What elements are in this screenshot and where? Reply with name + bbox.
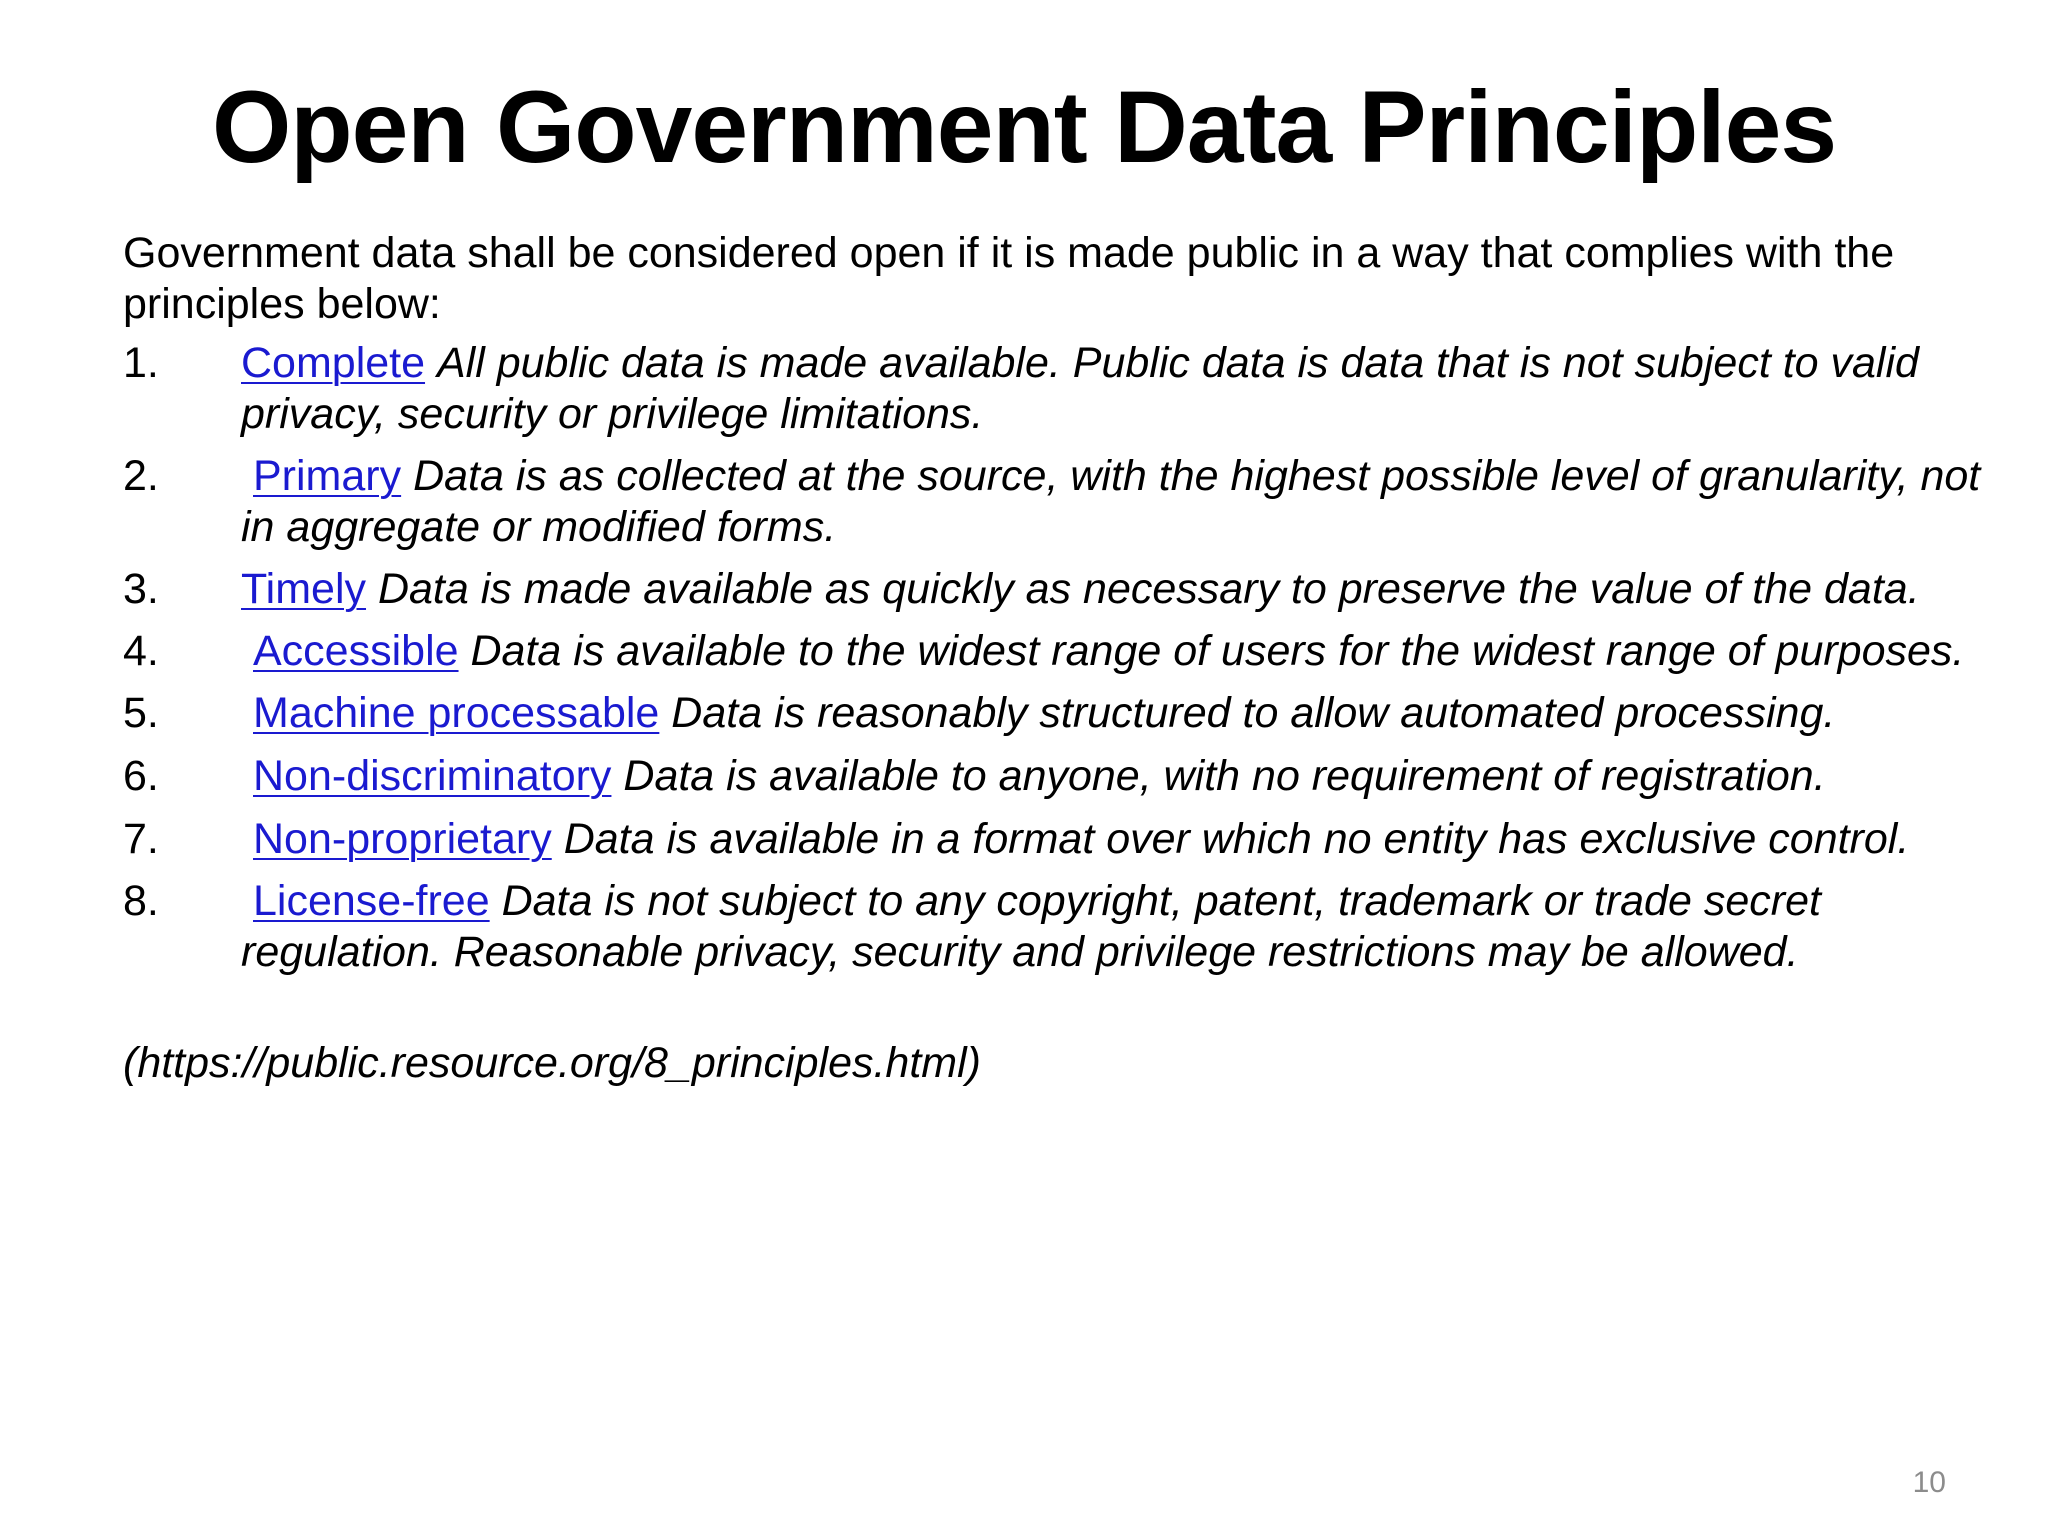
slide-content <box>123 228 2013 1089</box>
principles-list <box>123 338 2013 978</box>
list-item <box>123 688 2013 739</box>
item-number: 1. <box>123 339 159 387</box>
list-item <box>123 814 2013 865</box>
item-number: 3. <box>123 565 159 613</box>
item-number: 6. <box>123 752 159 800</box>
item-number: 5. <box>123 689 159 737</box>
principle-description: Data is reasonably structured to allow automated processing. <box>671 689 1836 737</box>
list-item <box>123 626 2013 677</box>
item-number: 8. <box>123 877 159 925</box>
principle-description: All public data is made available. Public data is data that is not subject to valid privacy, security or privilege limitations. <box>241 339 1919 438</box>
principle-description: Data is available in a format over which no entity has exclusive control. <box>563 815 1910 863</box>
list-item <box>123 876 2013 978</box>
list-item <box>123 751 2013 802</box>
source-citation: (https://public.resource.org/8_principles.html) <box>123 1039 981 1087</box>
principle-description: Data is as collected at the source, with the highest possible level of granularity, not in aggregate or modified forms. <box>241 452 1981 551</box>
item-number: 2. <box>123 452 159 500</box>
principle-description: Data is available to the widest range of users for the widest range of purposes. <box>470 627 1965 675</box>
intro-text: Government data shall be considered open if it is made public in a way that complies with the principles below: <box>123 229 1895 328</box>
principle-link-complete[interactable]: Complete <box>241 339 426 387</box>
principle-link-non-proprietary[interactable]: Non-proprietary <box>253 815 552 863</box>
list-item <box>123 338 2013 440</box>
list-item <box>123 564 2013 615</box>
principle-description: Data is made available as quickly as necessary to preserve the value of the data. <box>377 565 1920 613</box>
principle-link-timely[interactable]: Timely <box>241 565 367 613</box>
principle-link-non-discriminatory[interactable]: Non-discriminatory <box>253 752 612 800</box>
list-item <box>123 451 2013 553</box>
principle-description: Data is available to anyone, with no requirement of registration. <box>623 752 1826 800</box>
slide-title: Open Government Data Principles <box>211 70 1837 184</box>
item-number: 4. <box>123 627 159 675</box>
principle-link-license-free[interactable]: License-free <box>253 877 490 925</box>
page-number: 10 <box>1912 1466 1946 1499</box>
principle-link-primary[interactable]: Primary <box>253 452 402 500</box>
item-number: 7. <box>123 815 159 863</box>
principle-link-accessible[interactable]: Accessible <box>253 627 459 675</box>
principle-link-machine-processable[interactable]: Machine processable <box>253 689 660 737</box>
principle-description: Data is not subject to any copyright, patent, trademark or trade secret regulation. Reasonable privacy, security and privilege restrictions may be allowed. <box>241 877 1821 976</box>
